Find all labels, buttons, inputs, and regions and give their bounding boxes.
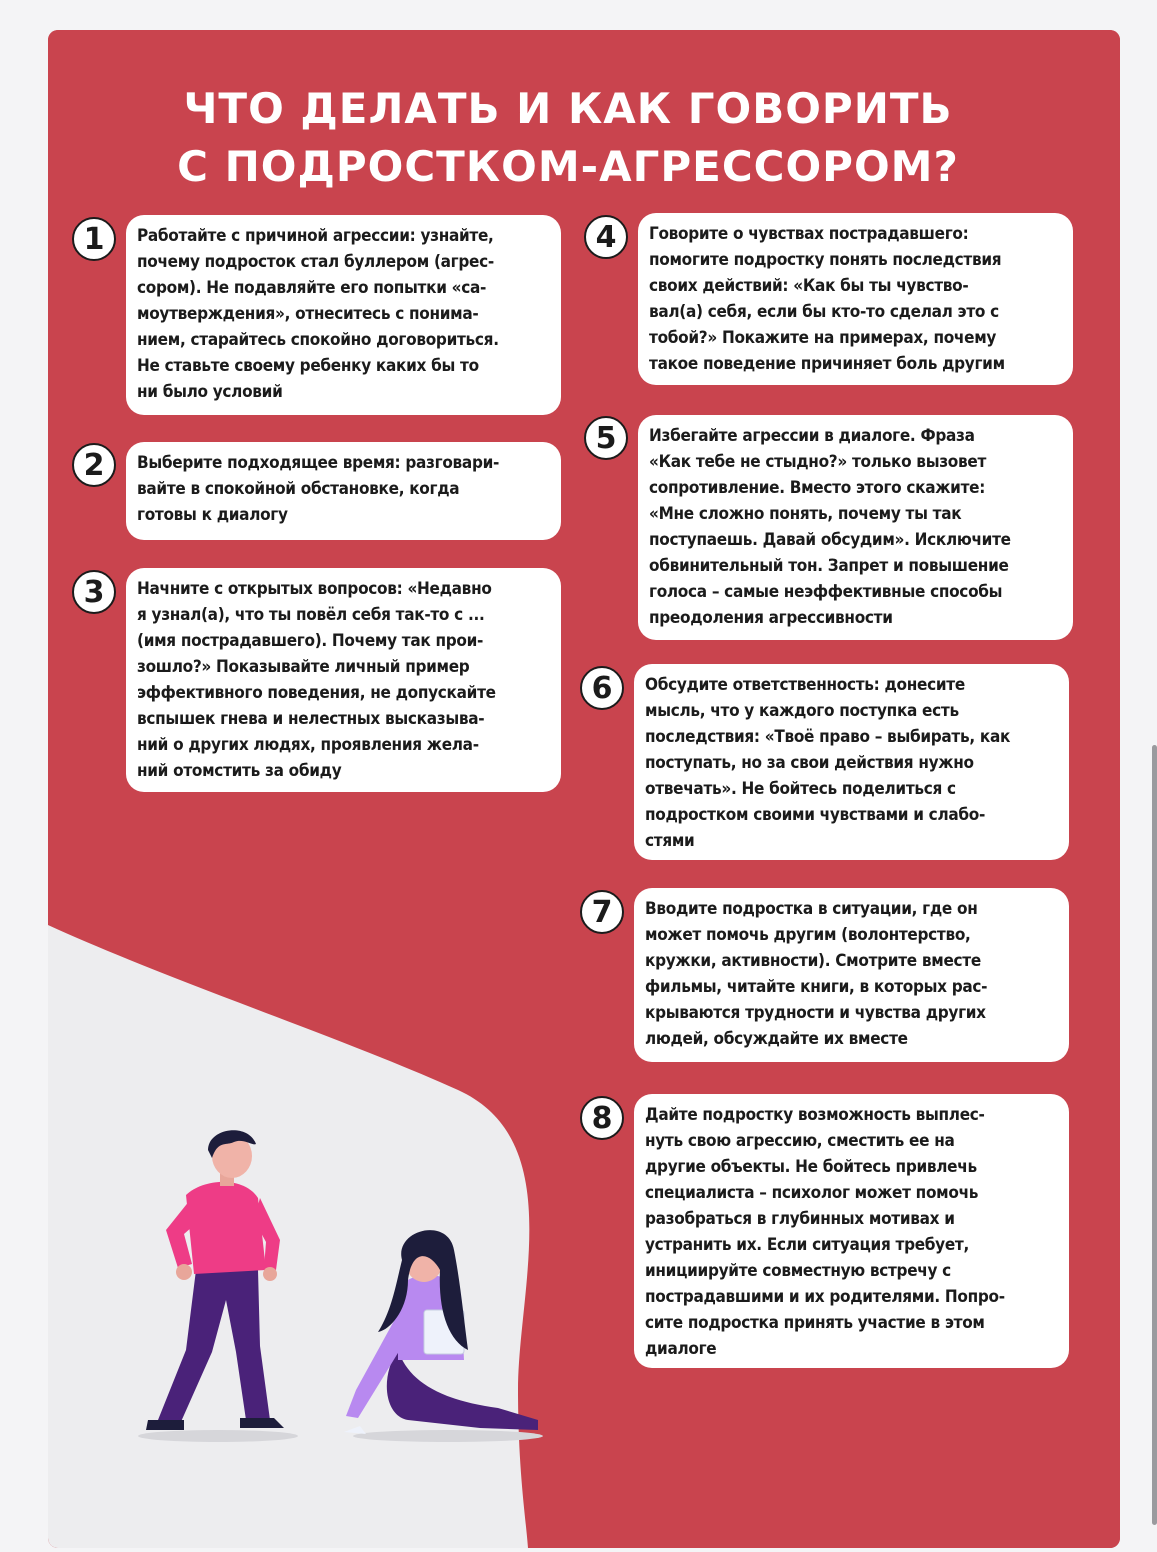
tip-card-5: Избегайте агрессии в диалоге. Фраза «Как тебе не стыдно?» только вызовет сопротивление. Вместо этого скажите: «Мне сложно понять, почему ты так поступаешь. Давай обсудим». Исключите обвинительный тон. Запрет и повышение голоса – самые неэффективные способы преодоления агрессивности — [638, 415, 1073, 640]
title-line-1: ЧТО ДЕЛАТЬ И КАК ГОВОРИТЬ — [183, 84, 953, 133]
scrollbar[interactable] — [1152, 745, 1157, 1525]
tip-card-7: Вводите подростка в ситуации, где он может помочь другим (волонтерство, кружки, активности). Смотрите вместе фильмы, читайте книги, в которых рас- крываются трудности и чувства других людей, обсуждайте их вместе — [634, 888, 1069, 1062]
tip-card-4: Говорите о чувствах пострадавшего: помогите подростку понять последствия своих действий: «Как бы ты чувство- вал(а) себя, если бы кто-то сделал это с тобой?» Покажите на примерах, почему такое поведение причиняет боль другим — [638, 213, 1073, 385]
step-number-8: 8 — [580, 1096, 624, 1140]
tip-card-8: Дайте подростку возможность выплес- нуть свою агрессию, сместить ее на другие объекты. Не бойтесь привлечь специалиста – психолог может помочь разобраться в глубинных мотивах и устранить их. Если ситуация требует, инициируйте совместную встречу с пострадавшими и их родителями. Попро- сите подростка принять участие в этом диалоге — [634, 1094, 1069, 1368]
teen-aggressor-illustration — [108, 1120, 578, 1480]
tip-card-6: Обсудите ответственность: донесите мысль, что у каждого поступка есть последствия: «Твоё право – выбирать, как поступать, но за свои действия нужно отвечать». Не бойтесь поделиться с подростком своими чувствами и слабо- стями — [634, 664, 1069, 860]
tip-card-1: Работайте с причиной агрессии: узнайте, почему подросток стал буллером (агрес- сором). Не подавляйте его попытки «са- моутверждения», отнеситесь с понима- нием, старайтесь спокойно договориться. Не ставьте своему ребенку каких бы то ни было условий — [126, 215, 561, 415]
step-number-7: 7 — [580, 890, 624, 934]
step-number-4: 4 — [584, 215, 628, 259]
tip-card-2: Выберите подходящее время: разговари- вайте в спокойной обстановке, когда готовы к диалогу — [126, 442, 561, 540]
tip-card-3: Начните с открытых вопросов: «Недавно я узнал(а), что ты повёл себя так-то с ... (имя пострадавшего). Почему так прои- зошло?» Показывайте личный пример эффективного поведения, не допускайте вспышек гнева и нелестных высказыва- ний о других людях, проявления жела- ний отомстить за обиду — [126, 568, 561, 792]
step-number-1: 1 — [72, 217, 116, 261]
step-number-3: 3 — [72, 570, 116, 614]
step-number-2: 2 — [72, 443, 116, 487]
title-line-2: С ПОДРОСТКОМ-АГРЕССОРОМ? — [177, 142, 959, 191]
page-title — [48, 80, 1088, 196]
step-number-6: 6 — [580, 666, 624, 710]
step-number-5: 5 — [584, 416, 628, 460]
infographic-poster — [48, 30, 1120, 1548]
